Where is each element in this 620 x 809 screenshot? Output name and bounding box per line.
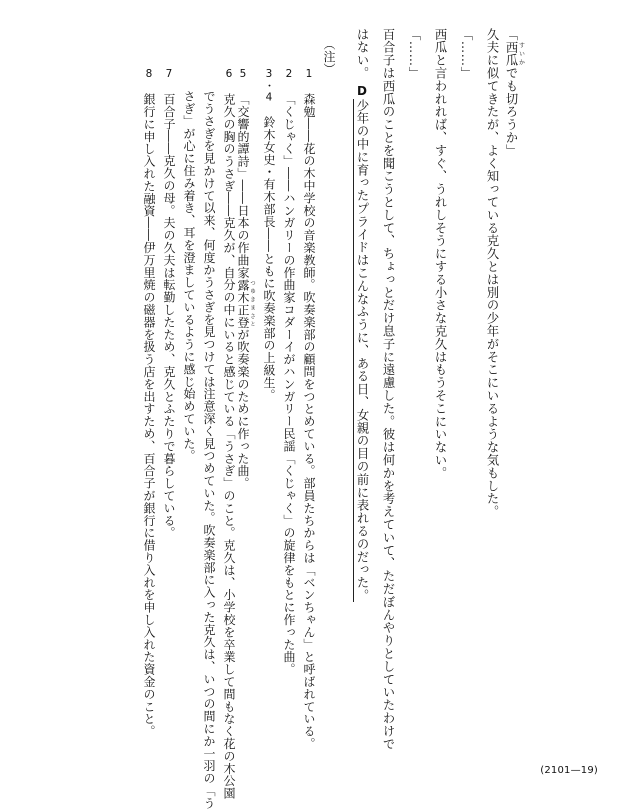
note-text: さぎ」が心に住み着き、耳を澄ましているように感じ始めていた。 <box>182 90 196 462</box>
note-text: ――花の木中学校の音楽教師。吹奏楽部の顧問をつとめている。部員たちからは「ベンちゃん」と呼ばれている。 <box>302 117 316 750</box>
note-number: 7 <box>163 68 175 81</box>
note-number: 1 <box>303 68 315 81</box>
note-continuation <box>183 90 195 462</box>
passage-line-8 <box>356 84 368 602</box>
note-text: ――克久の母。夫の久夫は転勤したため、克久とふたりで暮らしている。 <box>162 129 176 540</box>
note-term: 「交響的譚詩」 <box>236 92 250 180</box>
note-term: 百合子 <box>162 92 176 130</box>
passage-line-6: 百合子は西瓜のことを聞こうとして、ちょっとだけ息子に遠慮した。彼は何かを考えていて、ただぼんやりとしていたわけで <box>381 28 395 751</box>
note-item <box>283 68 295 675</box>
note-number: 2 <box>283 68 295 81</box>
underlined-sentence-d: 少年の中に育ったプライドはこんなふうに、ある日、女親の目の前に表れるのだった。 <box>355 98 369 602</box>
note-number: 3・4 <box>263 68 275 104</box>
ruby-suika: 西瓜 すいか <box>504 40 525 67</box>
note-item <box>263 68 275 401</box>
notes-header: （注） <box>322 38 336 76</box>
underline-marker-d: D <box>355 84 369 99</box>
note-term: 鈴木女史・有木部長 <box>262 115 276 228</box>
note-item <box>143 68 155 737</box>
passage-line-1: 「西瓜 すいかでも切ろうか」 <box>504 28 525 158</box>
note-number: 8 <box>143 68 155 81</box>
passage-line-3: 「……」 <box>459 28 473 80</box>
passage-line-5: 「……」 <box>407 28 421 80</box>
note-continuation <box>203 90 215 809</box>
ruby-tsuyuki: 露木正登 つゆきまさと <box>236 278 255 329</box>
note-text: ――日本の作曲家 <box>236 179 250 279</box>
note-term: 克久の胸のうさぎ <box>222 92 236 192</box>
note-text: でうさぎを見かけて以来、何度かうさぎを見つけては注意深く見つめていた。吹奏楽部に入った克久は、いつの間にか一羽の「う <box>202 90 216 809</box>
note-text: が吹奏楽のために作った曲。 <box>236 328 250 490</box>
note-number: 6 <box>223 68 235 81</box>
note-text: ――ハンガリーの作曲家コダーイがハンガリー民謡「くじゃく」の旋律をもとに作った曲。 <box>282 167 296 676</box>
note-text: ――ともに吹奏楽部の上級生。 <box>262 227 276 402</box>
note-item <box>303 68 315 750</box>
note-term: 「くじゃく」 <box>282 92 296 168</box>
note-item <box>163 68 175 539</box>
note-item <box>223 68 235 799</box>
note-text: ――伊万里焼の磁器を扱う店を出すため、百合子が銀行に借り入れを申し入れた資金のこと。 <box>142 216 156 738</box>
page-code: (2101—19) <box>540 765 598 776</box>
note-number: 5 <box>237 68 249 81</box>
passage-line-2: 久夫に似てきたが、よく知っている克久とは別の少年がそこにいるような気もした。 <box>485 28 499 519</box>
passage-line-4: 西瓜と言われれば、すぐ、うれしそうにする小さな克久はもうそこにいない。 <box>433 28 447 480</box>
note-term: 森勉 <box>302 92 316 118</box>
note-item <box>237 68 255 489</box>
note-text: ――克久が、自分の中にいると感じている「うさぎ」のこと。克久は、小学校を卒業して間もなく花の木公園 <box>222 191 236 800</box>
passage-line-7: はない。 <box>355 28 369 80</box>
note-term: 銀行に申し入れた融資 <box>142 92 156 217</box>
